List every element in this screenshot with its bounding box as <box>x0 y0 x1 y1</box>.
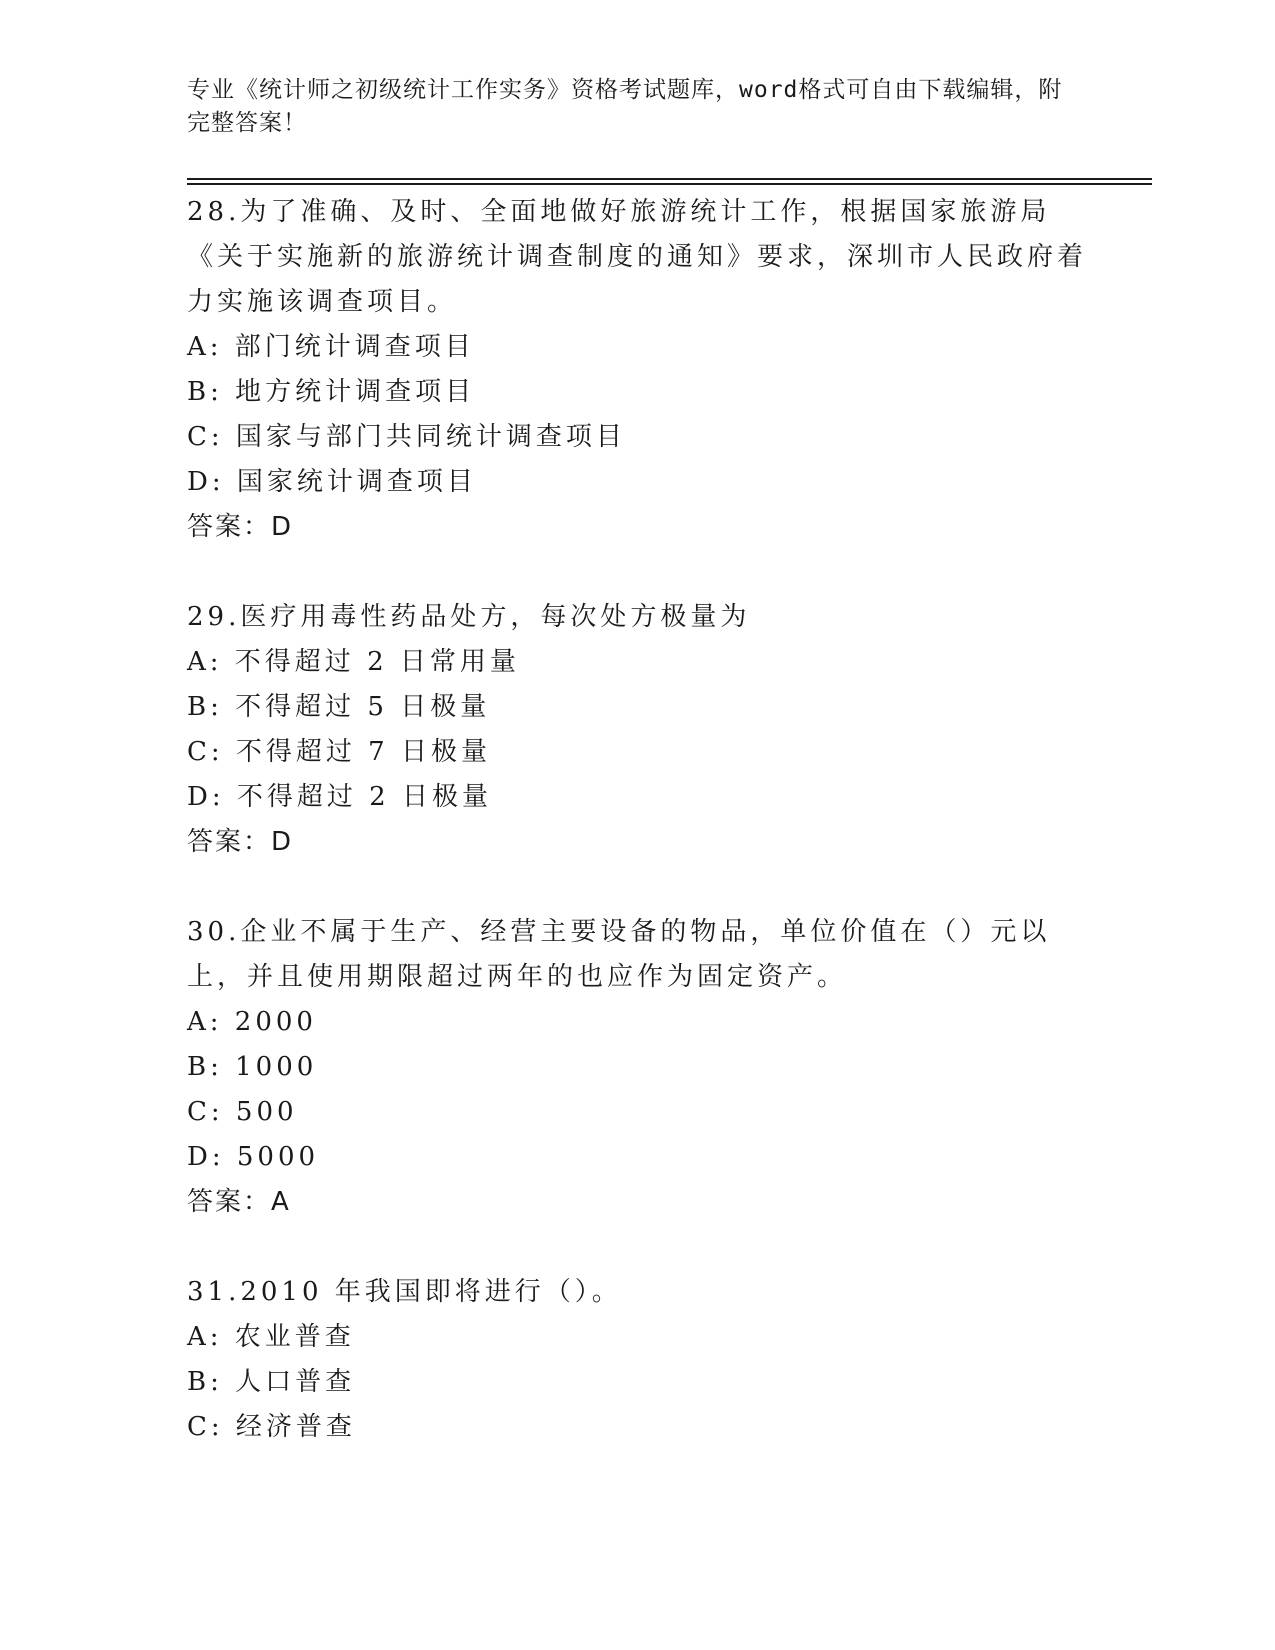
option-a: A: 部门统计调查项目 <box>187 332 475 362</box>
document-header: 专业《统计师之初级统计工作实务》资格考试题库，word格式可自由下载编辑，附完整答案！ <box>187 77 1063 136</box>
option-a: A: 2000 <box>187 1007 317 1037</box>
answer-line: 答案：D <box>187 827 294 857</box>
header-divider-bottom <box>187 183 1152 185</box>
answer-line: 答案：D <box>187 512 294 542</box>
question-stem: 29.医疗用毒性药品处方，每次处方极量为 <box>187 602 751 632</box>
option-d: D: 国家统计调查项目 <box>187 467 477 497</box>
option-d: D: 5000 <box>187 1142 320 1172</box>
option-c: C: 经济普查 <box>187 1412 356 1442</box>
question-28 <box>187 190 1087 550</box>
option-d: D: 不得超过 2 日极量 <box>187 782 492 812</box>
question-stem: 31.2010 年我国即将进行（）。 <box>187 1277 622 1307</box>
option-a: A: 不得超过 2 日常用量 <box>187 647 520 677</box>
question-stem: 30.企业不属于生产、经营主要设备的物品，单位价值在（）元以上，并且使用期限超过两年的也应作为固定资产。 <box>187 917 1051 992</box>
question-31 <box>187 1270 1087 1450</box>
option-b: B: 1000 <box>187 1052 318 1082</box>
option-b: B: 不得超过 5 日极量 <box>187 692 491 722</box>
option-c: C: 国家与部门共同统计调查项目 <box>187 422 626 452</box>
question-list <box>187 190 1087 1495</box>
question-30 <box>187 910 1087 1225</box>
option-c: C: 500 <box>187 1097 298 1127</box>
header-divider-top <box>187 178 1152 180</box>
option-b: B: 人口普查 <box>187 1367 356 1397</box>
option-b: B: 地方统计调查项目 <box>187 377 476 407</box>
question-stem: 28.为了准确、及时、全面地做好旅游统计工作，根据国家旅游局《关于实施新的旅游统计调查制度的通知》要求，深圳市人民政府着力实施该调查项目。 <box>187 197 1088 317</box>
option-a: A: 农业普查 <box>187 1322 355 1352</box>
option-c: C: 不得超过 7 日极量 <box>187 737 491 767</box>
answer-line: 答案：A <box>187 1187 291 1217</box>
question-29 <box>187 595 1087 865</box>
